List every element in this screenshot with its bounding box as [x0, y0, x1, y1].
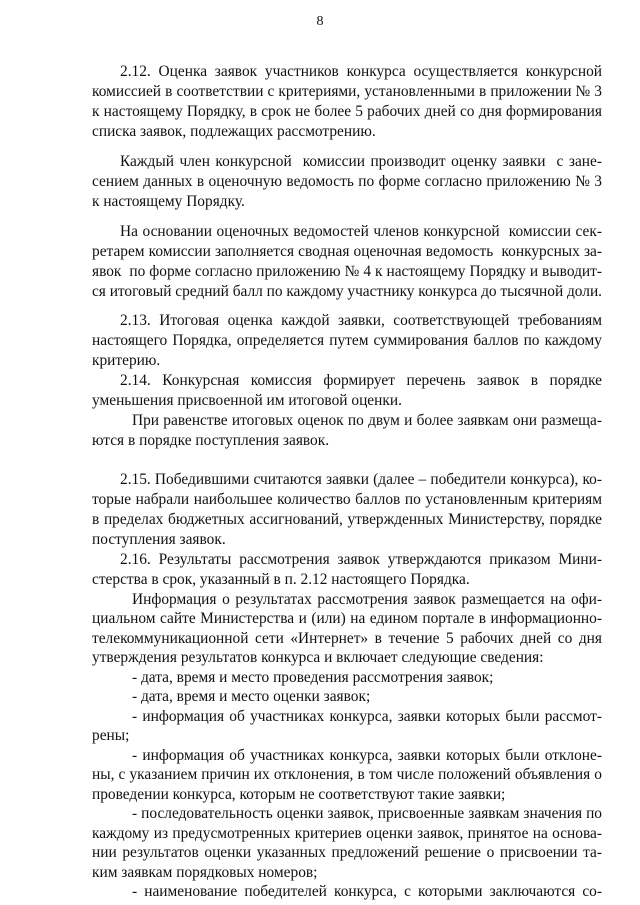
text-line: Каждый член конкурсной комиссии производит оценку заявки с зане- [120, 153, 602, 170]
text-line: проведении конкурса, которым не соответствуют такие заявки; [92, 786, 506, 803]
text-line: 2.15. Победившими считаются заявки (далее – победители конкурса), ко- [120, 471, 602, 488]
text-line: сением данных в оценочную ведомость по форме согласно приложению № 3 [92, 173, 602, 190]
text-line: 2.13. Итоговая оценка каждой заявки, соответствующей требованиям [120, 312, 602, 329]
text-line: торые набрали наибольшее количество баллов по установленным критериям [92, 491, 602, 508]
text-line: каждому из предусмотренных критериев оценки заявок, принятое на основа- [92, 825, 602, 842]
text-line: 2.14. Конкурсная комиссия формирует перечень заявок в порядке [120, 372, 602, 389]
text-line: ны, с указанием причин их отклонения, в том числе положений объявления о [92, 766, 602, 783]
text-line: ким заявкам порядковых номеров; [92, 864, 318, 881]
text-line: - дата, время и место проведения рассмотрения заявок; [132, 669, 494, 686]
text-line: нии результатов оценки указанных предложений решение о присвоении та- [92, 844, 602, 861]
text-line: - наименование победителей конкурса, с которыми заключаются со- [132, 883, 602, 900]
text-line: списка заявок, подлежащих рассмотрению. [92, 123, 376, 140]
text-line: 2.12. Оценка заявок участников конкурса осуществляется конкурсной [120, 63, 602, 80]
text-line: циальном сайте Министерства и (или) на едином портале в информационно- [92, 610, 602, 627]
text-line: - информация об участниках конкурса, заявки которых были отклоне- [132, 747, 602, 764]
text-line: настоящего Порядка, определяется путем суммирования баллов по каждому [92, 332, 602, 349]
text-line: явок по форме согласно приложению № 4 к настоящему Порядку и выводит- [92, 263, 602, 280]
text-line: стерства в срок, указанный в п. 2.12 настоящего Порядка. [92, 571, 470, 588]
text-line: На основании оценочных ведомостей членов конкурсной комиссии сек- [120, 223, 602, 240]
text-line: - информация об участниках конкурса, заявки которых были рассмот- [132, 708, 602, 725]
text-line: - последовательность оценки заявок, присвоенные заявкам значения по [132, 805, 602, 822]
text-line: критерию. [92, 352, 161, 369]
text-line: 2.16. Результаты рассмотрения заявок утверждаются приказом Мини- [120, 551, 602, 568]
text-line: рены; [92, 727, 130, 744]
text-line: ются в порядке поступления заявок. [92, 432, 330, 449]
text-line: - дата, время и место оценки заявок; [132, 688, 371, 705]
text-line: телекоммуникационной сети «Интернет» в течение 5 рабочих дней со дня [92, 630, 602, 647]
text-line: уменьшения присвоенной им итоговой оценки. [92, 392, 402, 409]
text-line: поступления заявок. [92, 531, 226, 548]
text-line: утверждения результатов конкурса и включает следующие сведения: [92, 649, 544, 666]
text-line: к настоящему Порядку. [92, 193, 245, 210]
page-number: 8 [316, 14, 324, 29]
text-line: к настоящему Порядку, в срок не более 5 рабочих дней со дня формирования [92, 103, 602, 120]
text-line: Информация о результатах рассмотрения заявок размещается на офи- [132, 591, 602, 608]
text-line: При равенстве итоговых оценок по двум и более заявкам они размеща- [132, 412, 602, 429]
text-line: комиссией в соответствии с критериями, установленными в приложении № 3 [92, 83, 602, 100]
text-line: в пределах бюджетных ассигнований, утвержденных Министерству, порядке [92, 511, 602, 528]
text-line: ся итоговый средний балл по каждому участнику конкурса до тысячной доли. [92, 283, 602, 300]
text-line: ретарем комиссии заполняется сводная оценочная ведомость конкурсных за- [92, 243, 602, 260]
